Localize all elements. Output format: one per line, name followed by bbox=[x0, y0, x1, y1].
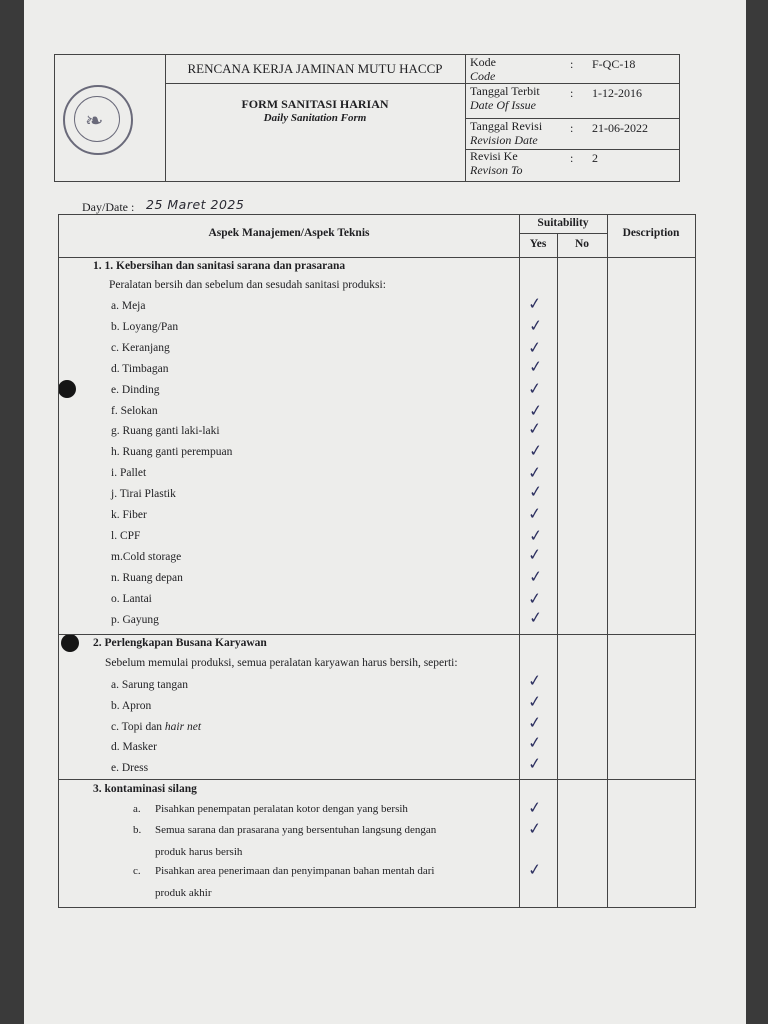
checklist-item: produk harus bersih bbox=[155, 846, 243, 858]
yes-check-mark: ✓ bbox=[528, 399, 544, 421]
meta-colon: : bbox=[570, 121, 574, 135]
yes-check-mark: ✓ bbox=[527, 691, 543, 712]
item-text: b. Apron bbox=[111, 699, 152, 712]
date-value: 25 Maret 2025 bbox=[146, 197, 245, 212]
checklist-item: h. Ruang ganti perempuan bbox=[111, 446, 233, 459]
checklist-item: l. CPF bbox=[111, 529, 141, 542]
yes-check-mark: ✓ bbox=[527, 818, 543, 839]
date-label: Day/Date : bbox=[82, 200, 135, 214]
section-title: 3. kontaminasi silang bbox=[93, 783, 197, 795]
yes-check-mark: ✓ bbox=[527, 418, 543, 440]
checklist-item bbox=[111, 679, 188, 691]
yes-check-mark: ✓ bbox=[527, 462, 543, 483]
item-marker: c. bbox=[133, 865, 141, 877]
checklist-item: j. Tirai Plastik bbox=[111, 488, 176, 501]
item-text-italic: hair net bbox=[164, 720, 202, 733]
item-text: e. Dress bbox=[111, 762, 149, 775]
meta-colon: : bbox=[570, 86, 574, 100]
form-subtitle: Daily Sanitation Form bbox=[263, 112, 367, 124]
yes-check-mark: ✓ bbox=[528, 481, 544, 502]
document-header bbox=[54, 54, 680, 182]
meta-colon: : bbox=[570, 57, 574, 71]
checklist-item: b. Loyang/Pan bbox=[111, 320, 179, 333]
meta-value: 2 bbox=[592, 151, 598, 165]
checklist-item: Semua sarana dan prasarana yang bersentuhan langsung dengan bbox=[155, 824, 437, 836]
item-marker: b. bbox=[133, 824, 142, 836]
meta-label-en: Revison To bbox=[470, 163, 523, 177]
checklist-item: k. Fiber bbox=[111, 509, 147, 521]
yes-check-mark: ✓ bbox=[528, 356, 544, 377]
checklist-item: c. Keranjang bbox=[111, 341, 170, 354]
checklist-item: Pisahkan penempatan peralatan kotor dengan yang bersih bbox=[155, 803, 408, 815]
yes-check-mark: ✓ bbox=[528, 606, 544, 628]
checklist-item: f. Selokan bbox=[111, 404, 158, 417]
checklist-item: g. Ruang ganti laki-laki bbox=[111, 425, 220, 438]
checklist-item bbox=[111, 762, 148, 774]
yes-check-mark: ✓ bbox=[527, 797, 543, 818]
form-title: FORM SANITASI HARIAN bbox=[241, 97, 389, 111]
checklist-item: p. Gayung bbox=[111, 613, 159, 626]
suitability-column-header: Suitability bbox=[537, 217, 589, 229]
meta-value: 1-12-2016 bbox=[592, 86, 642, 100]
description-column-header: Description bbox=[622, 227, 680, 239]
section-title: 1. 1. Kebersihan dan sanitasi sarana dan prasarana bbox=[93, 260, 346, 272]
yes-check-mark: ✓ bbox=[527, 587, 543, 609]
section-title: 2. Perlengkapan Busana Karyawan bbox=[93, 637, 267, 649]
section-intro: Peralatan bersih dan sebelum dan sesudah sanitasi produksi: bbox=[109, 279, 386, 291]
meta-value: F-QC-18 bbox=[592, 57, 636, 71]
checklist-item: n. Ruang depan bbox=[111, 571, 183, 584]
fish-icon: ❧ bbox=[85, 109, 104, 134]
checklist-item bbox=[111, 700, 151, 712]
meta-label: Tanggal Terbit bbox=[470, 84, 540, 98]
yes-check-mark: ✓ bbox=[528, 525, 544, 546]
checklist-item: o. Lantai bbox=[111, 592, 152, 605]
meta-label: Kode bbox=[470, 55, 496, 69]
company-logo bbox=[63, 85, 133, 155]
sanitation-table bbox=[58, 214, 696, 908]
meta-label-en: Date Of Issue bbox=[470, 98, 536, 112]
yes-check-mark: ✓ bbox=[527, 859, 543, 880]
checklist-item bbox=[111, 721, 201, 733]
yes-check-mark: ✓ bbox=[527, 544, 543, 565]
aspect-column-header: Aspek Manajemen/Aspek Teknis bbox=[208, 227, 370, 239]
checklist-item: e. Dinding bbox=[111, 383, 160, 396]
yes-column-header: Yes bbox=[529, 238, 547, 250]
yes-check-mark: ✓ bbox=[527, 732, 543, 754]
checklist-item: produk akhir bbox=[155, 887, 212, 899]
checklist-item: a. Meja bbox=[111, 300, 146, 312]
item-text: d. Masker bbox=[111, 741, 157, 754]
meta-colon: : bbox=[570, 151, 574, 165]
yes-check-mark: ✓ bbox=[528, 566, 544, 587]
company-title: RENCANA KERJA JAMINAN MUTU HACCP bbox=[187, 61, 443, 76]
meta-label-en: Revision Date bbox=[470, 133, 538, 147]
section-intro: Sebelum memulai produksi, semua peralatan karyawan harus bersih, seperti: bbox=[105, 657, 458, 669]
yes-check-mark: ✓ bbox=[528, 440, 544, 461]
meta-label: Revisi Ke bbox=[470, 149, 518, 163]
yes-check-mark: ✓ bbox=[527, 711, 543, 733]
checklist-item: i. Pallet bbox=[111, 467, 147, 480]
item-marker: a. bbox=[133, 803, 141, 815]
yes-check-mark: ✓ bbox=[527, 293, 543, 314]
meta-label: Tanggal Revisi bbox=[470, 119, 543, 133]
yes-check-mark: ✓ bbox=[527, 753, 543, 774]
yes-check-mark: ✓ bbox=[527, 670, 543, 691]
yes-check-mark: ✓ bbox=[528, 315, 544, 336]
no-column-header: No bbox=[574, 238, 590, 250]
meta-value: 21-06-2022 bbox=[592, 121, 648, 135]
item-text: a. Sarung tangan bbox=[111, 679, 188, 691]
checklist-item bbox=[111, 741, 157, 753]
meta-label-en: Code bbox=[470, 69, 496, 83]
checklist-item: m.Cold storage bbox=[111, 550, 182, 563]
yes-check-mark: ✓ bbox=[527, 503, 543, 524]
checklist-item: Pisahkan area penerimaan dan penyimpanan bahan mentah dari bbox=[155, 865, 435, 877]
checklist-item: d. Timbagan bbox=[111, 362, 169, 375]
yes-check-mark: ✓ bbox=[527, 337, 543, 358]
yes-check-mark: ✓ bbox=[527, 377, 543, 399]
item-text: c. Topi dan bbox=[111, 720, 163, 733]
